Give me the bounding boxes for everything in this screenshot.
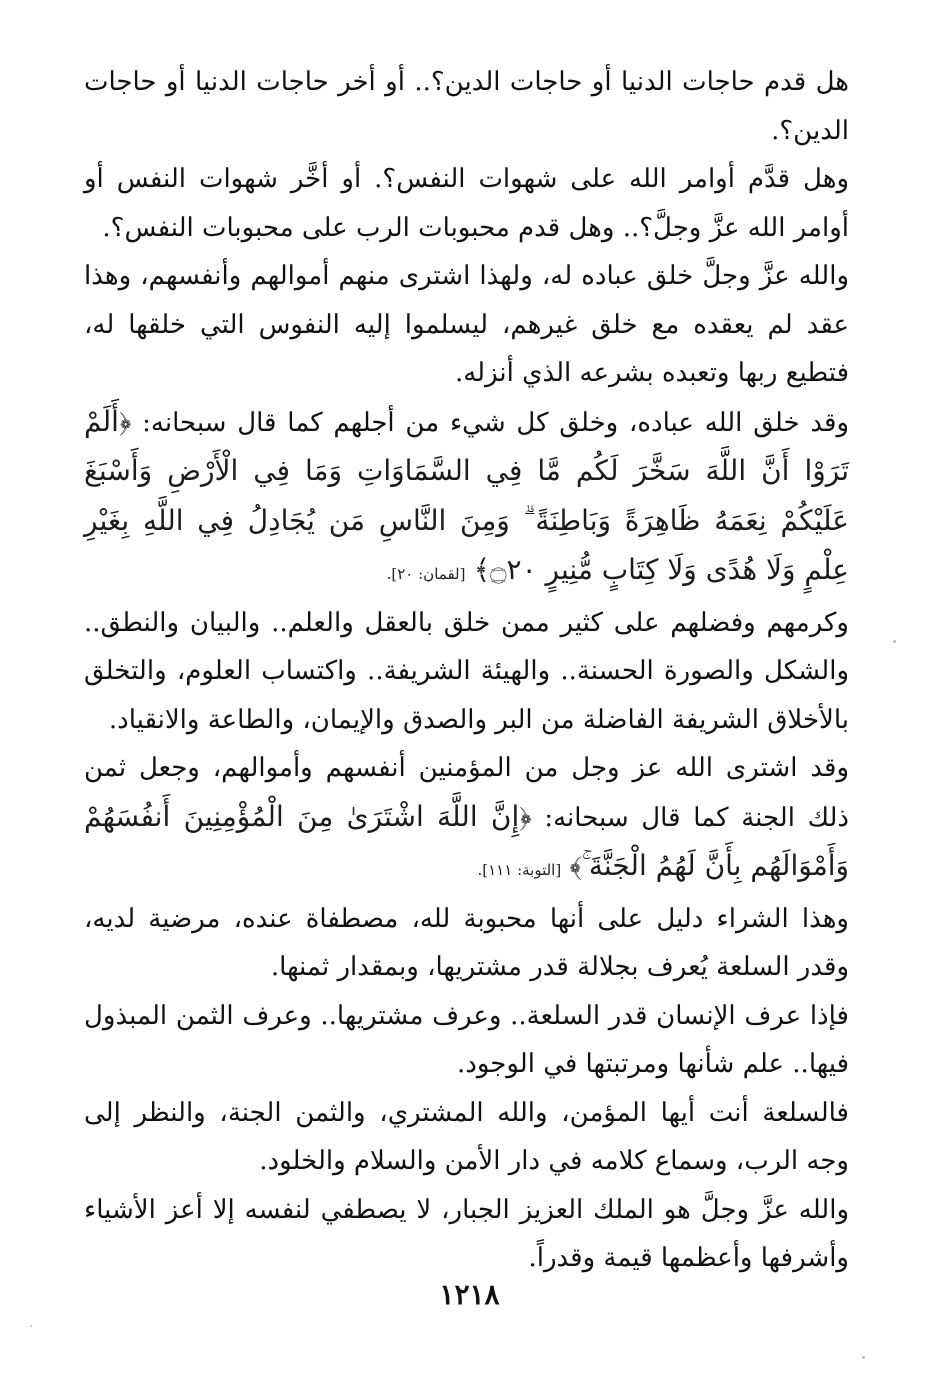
quran-verse: ﴿أَلَمْ تَرَوْا أَنَّ اللَّهَ سَخَّرَ لَكُم مَّا فِي السَّمَاوَاتِ وَمَا فِي الْأَرْضِ وَأَسْبَغَ عَلَيْكُمْ نِعَمَهُ ظَاهِرَةً وَبَاطِنَةً ۗ وَمِنَ النَّاسِ مَن يُجَادِلُ فِي اللَّهِ بِغَيْرِ عِلْمٍ وَلَا هُدًى وَلَا كِتَابٍ مُّنِيرٍ ۝٢٠﴾ [84, 404, 849, 586]
scan-speck [893, 640, 896, 643]
paragraph-6-with-verse [84, 744, 849, 895]
verse-reference: [التوبة: ١١١]. [477, 861, 562, 879]
paragraph-text: والله عزَّ وجلَّ خلق عباده له، ولهذا اشترى منهم أموالهم وأنفسهم، وهذا عقد لم يعقده مع خلق غيرهم، ليسلموا إليه النفوس التي خلقها له، فتطيع ربها وتعبده بشرعه الذي أنزله. [84, 261, 849, 388]
paragraph-10 [84, 1186, 849, 1283]
paragraph-4-with-verse [84, 398, 849, 599]
paragraph-text: وقد اشترى الله عز وجل من المؤمنين أنفسهم وأموالهم، وجعل ثمن ذلك الجنة كما قال سبحانه: [84, 753, 849, 833]
paragraph-text: فإذا عرف الإنسان قدر السلعة.. وعرف مشتريها.. وعرف الثمن المبذول فيها.. علم شأنها ومرتبتها في الوجود. [84, 1000, 849, 1079]
paragraph-text: والله عزَّ وجلَّ هو الملك العزيز الجبار، لا يصطفي لنفسه إلا أعز الأشياء وأشرفها وأعظمها قيمة وقدراً. [84, 1194, 849, 1273]
paragraph-text: فالسلعة أنت أيها المؤمن، والله المشتري، والثمن الجنة، والنظر إلى وجه الرب، وسماع كلامه في دار الأمن والسلام والخلود. [84, 1097, 849, 1176]
paragraph-text: وكرمهم وفضلهم على كثير ممن خلق بالعقل والعلم.. والبيان والنطق.. والشكل والصورة الحسنة.. والهيئة الشريفة.. واكتساب العلوم، والتخلق بالأخلاق الشريفة الفاضلة من البر والصدق والإيمان، والطاعة والانقياد. [84, 607, 849, 735]
paragraph-3 [84, 252, 849, 398]
paragraph-text: وهل قدَّم أوامر الله على شهوات النفس؟. أو أخَّر شهوات النفس أو أوامر الله عزَّ وجلَّ؟.. وهل قدم محبوبات الرب على محبوبات النفس؟. [84, 164, 849, 243]
page-number: ١٢١٨ [439, 1278, 500, 1311]
scan-speck [862, 1356, 865, 1359]
paragraph-9 [84, 1089, 849, 1186]
paragraph-text: هل قدم حاجات الدنيا أو حاجات الدين؟.. أو أخر حاجات الدنيا أو حاجات الدين؟. [84, 67, 849, 146]
paragraph-7 [84, 895, 849, 992]
verse-reference: [لقمان: ٢٠]. [386, 565, 466, 583]
paragraph-text: وقد خلق الله عباده، وخلق كل شيء من أجلهم كما قال سبحانه: [142, 407, 849, 438]
paragraph-5 [84, 599, 849, 745]
quran-verse: ﴿إِنَّ اللَّهَ اشْتَرَىٰ مِنَ الْمُؤْمِنِينَ أَنفُسَهُمْ وَأَمْوَالَهُم بِأَنَّ لَهُمُ الْجَنَّةَ ۚ﴾ [84, 799, 849, 882]
paragraph-8 [84, 992, 849, 1089]
paragraph-1 [84, 58, 849, 155]
scan-speck [30, 1325, 32, 1327]
paragraph-2 [84, 155, 849, 252]
paragraph-text: وهذا الشراء دليل على أنها محبوبة لله، مصطفاة عنده، مرضية لديه، وقدر السلعة يُعرف بجلالة قدر مشتريها، وبمقدار ثمنها. [84, 903, 849, 982]
page-body [84, 58, 849, 1283]
